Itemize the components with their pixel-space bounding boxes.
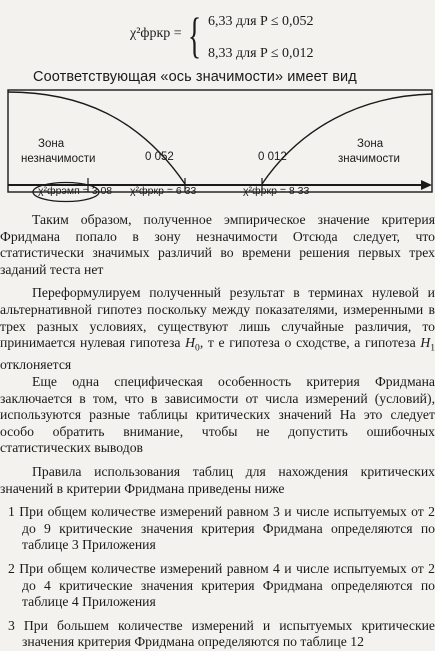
rule-1: 1 При общем количестве измерений равном 3 и числе испытуемых от 2 до 9 критические значения критерия Фридмана определяются по таблице 3 Приложения <box>8 504 435 553</box>
kr2-value-label: χ²фркр = 8 33 <box>243 185 310 197</box>
paragraph-4: Правила использования таблиц для нахождения критических значений в критерии Фридмана приведены ниже <box>0 464 435 496</box>
paragraph-2-part-c: отклоняется <box>0 357 72 373</box>
h0-subscript: 0 <box>195 342 200 354</box>
paragraph-2-part-a: Переформулируем полученный результат в терминах нулевой и альтернативной гипотез поскольку между показателями, измеренными в трех разных условиях, существуют лишь случайные различия, то принимается нулевая гипотеза <box>0 285 435 351</box>
zone-left-label-2: незначимости <box>21 153 96 165</box>
paragraph-2 <box>0 285 435 374</box>
p-value-1: 0 052 <box>145 151 174 163</box>
h1-symbol: H <box>420 335 431 351</box>
curve-right <box>262 94 432 184</box>
kr1-value-label: χ²фркр = 6 33 <box>130 185 197 197</box>
h1-subscript: 1 <box>430 342 435 354</box>
zone-right-label-2: значимости <box>338 153 400 165</box>
curve-left <box>8 92 185 184</box>
emp-value-label: χ²фрэмп = 3 08 <box>38 185 113 197</box>
critical-value-formula <box>118 8 358 66</box>
paragraph-1: Таким образом, полученное эмпирическое значение критерия Фридмана попало в зону незначимости Отсюда следует, что статистически значимых различий во времени решения первых трех заданий теста нет <box>0 212 435 277</box>
axis-arrow-icon <box>421 180 432 190</box>
zone-left-label-1: Зона <box>38 138 65 150</box>
formula-case-2: 8,33 для P ≤ 0,012 <box>208 46 314 61</box>
p-value-2: 0 012 <box>258 151 287 163</box>
axis-intro: Соответствующая «ось значимости» имеет вид <box>33 69 357 85</box>
paragraph-2-part-b: , т е гипотеза о сходстве, а гипотеза <box>199 335 421 351</box>
body-text <box>0 212 435 651</box>
rule-3: 3 При большем количестве измерений и испытуемых критические значения критерия Фридмана определяются по таблице 12 <box>8 617 435 650</box>
h0-symbol: H <box>185 335 196 351</box>
zone-right-label-1: Зона <box>357 138 384 150</box>
rule-2: 2 При общем количестве измерений равном 4 и числе испытуемых от 2 до 4 критические значения критерия Фридмана определяются по таблице 4 Приложения <box>8 561 435 610</box>
brace-icon: { <box>188 7 202 63</box>
significance-axis-figure <box>0 88 435 213</box>
paragraph-3: Еще одна специфическая особенность критерия Фридмана заключается в том, что в зависимости от числа измерений (условий), используются разные таблицы критических значений На это следует особо обратить внимание, чтобы не допустить ошибочных статистических выводов <box>0 374 435 456</box>
formula-case-1: 6,33 для P ≤ 0,052 <box>208 14 314 29</box>
formula-lhs: χ²фркр = <box>130 26 182 41</box>
